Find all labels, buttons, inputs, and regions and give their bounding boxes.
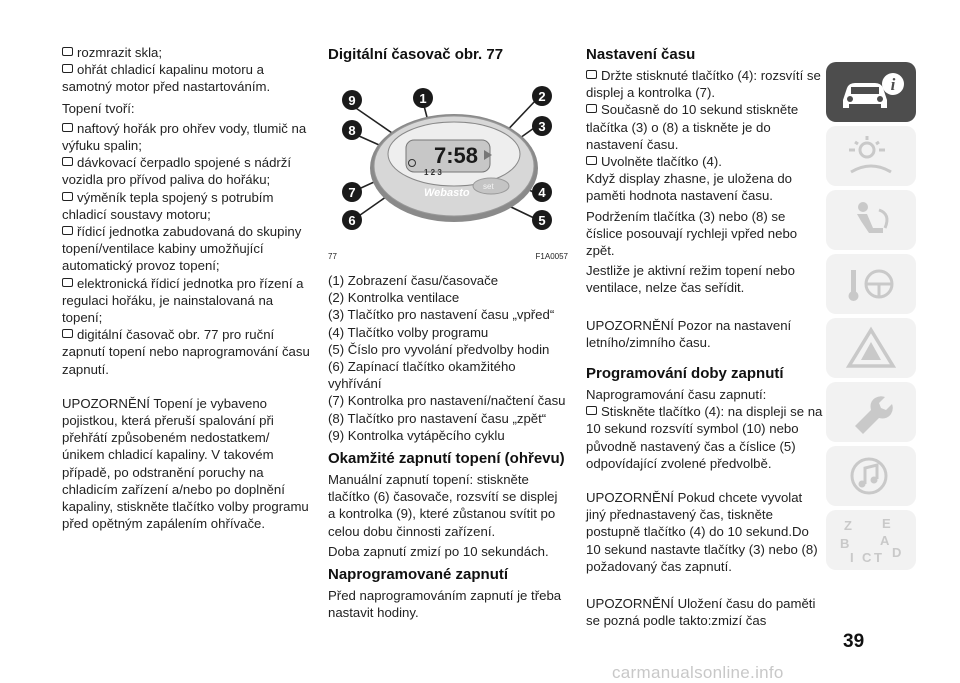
paragraph: Podržením tlačítka (3) nebo (8) se číslice posouvají rychleji vpřed nebo zpět. xyxy=(586,208,798,259)
legend-item: (6) Zapínací tlačítko okamžitého vyhřívání xyxy=(328,359,516,392)
display-digits: 1 2 3 xyxy=(424,168,442,177)
section-heading: Programování doby zapnutí xyxy=(586,365,784,383)
steering-key-icon xyxy=(843,262,899,306)
airbag-seat-icon xyxy=(843,198,899,242)
music-connect-icon xyxy=(843,454,899,498)
callout-4: 4 xyxy=(538,185,546,200)
checkbox-bullet-icon xyxy=(62,192,73,201)
section-heading: Okamžité zapnutí topení (ohřevu) xyxy=(328,450,565,468)
tab-safety[interactable] xyxy=(826,190,916,250)
display-time: 7:58 xyxy=(434,143,479,168)
paragraph: Jestliže je aktivní režim topení nebo ventilace, nelze čas seřídit. xyxy=(586,263,795,296)
callout-9: 9 xyxy=(348,93,356,108)
warning-note: UPOZORNĚNÍ Topení je vybaveno pojistkou, která přeruší spalování při přehřátí způsobeném nedostatkem/únikem chladicí kapaliny. V takovém případě, po odstranění poruchy na chladicím zařízení a/nebo po doplnění kapaliny, stiskněte tlačítko volby programu před opětným zapálením ohřívače. xyxy=(62,395,309,532)
warning-note: UPOZORNĚNÍ Pokud chcete vyvolat jiný přednastavený čas, tiskněte postupně tlačítko (4) do 10 sekund.Do 10 sekund nastavte tlačítky (3) nebo (8) požadovaný čas zapnutí. xyxy=(586,490,818,574)
checkbox-bullet-icon xyxy=(62,226,73,235)
column-1 xyxy=(62,44,310,535)
legend-item: (1) Zobrazení času/časovače xyxy=(328,273,499,288)
footer-watermark: carmanualsonline.info xyxy=(612,663,784,682)
tab-emergency[interactable] xyxy=(826,318,916,378)
paragraph: Před naprogramováním zapnutí je třeba nastavit hodiny. xyxy=(328,588,562,621)
legend-item: (4) Tlačítko volby programu xyxy=(328,324,489,340)
callout-5: 5 xyxy=(538,213,546,228)
svg-text:D: D xyxy=(892,545,902,560)
list-item: Stiskněte tlačítko (4): na displeji se na 10 sekund rozsvítí symbol (10) nebo původně nastavený čas a číslice (5) odpovídající zvolené předvolbě. xyxy=(586,404,823,471)
paragraph: Doba zapnutí zmizí po 10 sekundách. xyxy=(328,543,549,559)
svg-text:C: C xyxy=(862,550,872,565)
checkbox-bullet-icon xyxy=(62,123,73,132)
callout-3: 3 xyxy=(538,119,546,134)
list-item: dávkovací čerpadlo spojené s nádrží vozidla pro přívod paliva do hořáku; xyxy=(62,155,292,188)
topeni-label: Topení tvoří: xyxy=(62,100,135,116)
legend-item: (5) Číslo pro vyvolání předvolby hodin xyxy=(328,341,550,357)
warning-note: UPOZORNĚNÍ Pozor na nastavení letního/zimního času. xyxy=(586,317,792,350)
callout-7: 7 xyxy=(348,185,356,200)
callout-8: 8 xyxy=(348,123,356,138)
svg-text:I: I xyxy=(850,550,854,565)
svg-text:i: i xyxy=(890,75,896,94)
column-2 xyxy=(328,44,568,624)
legend-item: (7) Kontrolka pro nastavení/načtení času xyxy=(328,393,566,409)
tab-dashboard-lights[interactable] xyxy=(826,126,916,186)
list-item: Držte stisknuté tlačítko (4): rozsvítí se displej a kontrolka (7). xyxy=(586,68,821,101)
svg-text:Z: Z xyxy=(844,518,852,533)
paragraph: Manuální zapnutí topení: stiskněte tlačítko (6) časovače, rozsvítí se displej a kontrolka (9), které zůstanou svítit po celou dobu činnosti zařízení. xyxy=(328,472,558,539)
tab-car-info[interactable] xyxy=(826,62,916,122)
callout-2: 2 xyxy=(538,89,546,104)
checkbox-bullet-icon xyxy=(62,278,73,287)
checkbox-bullet-icon xyxy=(62,157,73,166)
section-heading: Digitální časovač obr. 77 xyxy=(328,46,504,63)
callout-1: 1 xyxy=(419,91,427,106)
section-heading: Nastavení času xyxy=(586,46,696,63)
list-item: elektronická řídicí jednotka pro řízení a regulaci hořáku, je nainstalovaná na topení; xyxy=(62,275,304,326)
index-letters-icon xyxy=(836,515,906,565)
list-item: výměník tepla spojený s potrubím chladicí soustavy motoru; xyxy=(62,189,274,222)
list-item: ohřát chladicí kapalinu motoru a samotný motor před nastartováním. xyxy=(62,62,271,95)
svg-text:B: B xyxy=(840,536,850,551)
checkbox-bullet-icon xyxy=(62,47,73,56)
warning-triangle-icon xyxy=(843,326,899,370)
tab-multimedia[interactable] xyxy=(826,446,916,506)
paragraph: Naprogramování času zapnutí: xyxy=(586,387,767,403)
legend-item: (9) Kontrolka vytápěcího cyklu xyxy=(328,427,505,443)
legend-item: (3) Tlačítko pro nastavení času „vpřed“ xyxy=(328,307,555,323)
column-3 xyxy=(586,44,824,632)
checkbox-bullet-icon xyxy=(62,329,73,338)
warning-note: UPOZORNĚNÍ Uložení času do paměti se pozná podle takto:zmizí čas xyxy=(586,596,816,629)
section-heading: Naprogramované zapnutí xyxy=(328,566,509,584)
callout-6: 6 xyxy=(348,213,356,228)
checkbox-bullet-icon xyxy=(62,64,73,73)
checkbox-bullet-icon xyxy=(586,406,597,415)
list-item: Současně do 10 sekund stiskněte tlačítka (3) o (8) a tiskněte je do nastavení času. xyxy=(586,102,799,152)
figure-caption: 77 F1A0057 xyxy=(328,252,568,261)
checkbox-bullet-icon xyxy=(586,156,597,165)
tab-maintenance[interactable] xyxy=(826,382,916,442)
brand-label: Webasto xyxy=(424,187,470,199)
page-number: 39 xyxy=(843,631,865,652)
list-item: Uvolněte tlačítko (4). xyxy=(586,153,824,170)
dashboard-lights-icon xyxy=(843,134,899,178)
set-label: set xyxy=(483,182,494,191)
legend-item: (8) Tlačítko pro nastavení času „zpět“ xyxy=(328,410,547,426)
list-item: rozmrazit skla; xyxy=(62,44,310,61)
legend-item: (2) Kontrolka ventilace xyxy=(328,290,460,306)
car-info-icon xyxy=(835,70,907,114)
list-item: digitální časovač obr. 77 pro ruční zapnutí topení nebo naprogramování času zapnutí. xyxy=(62,327,310,377)
tab-starting-driving[interactable] xyxy=(826,254,916,314)
svg-text:T: T xyxy=(874,550,882,565)
svg-text:E: E xyxy=(882,516,891,531)
checkbox-bullet-icon xyxy=(586,70,597,79)
chapter-sidebar xyxy=(826,62,916,627)
timer-figure xyxy=(328,68,568,250)
list-item: naftový hořák pro ohřev vody, tlumič na výfuku spalin; xyxy=(62,120,307,154)
list-item: řídicí jednotka zabudovaná do skupiny topení/ventilace kabiny umožňující automatický provoz topení; xyxy=(62,224,302,274)
wrench-service-icon xyxy=(843,390,899,434)
svg-text:A: A xyxy=(880,533,890,548)
tab-index[interactable] xyxy=(826,510,916,570)
checkbox-bullet-icon xyxy=(586,104,597,113)
paragraph: Když display zhasne, je uložena do paměti hodnota nastavení času. xyxy=(586,171,793,204)
timer-illustration xyxy=(328,68,568,250)
